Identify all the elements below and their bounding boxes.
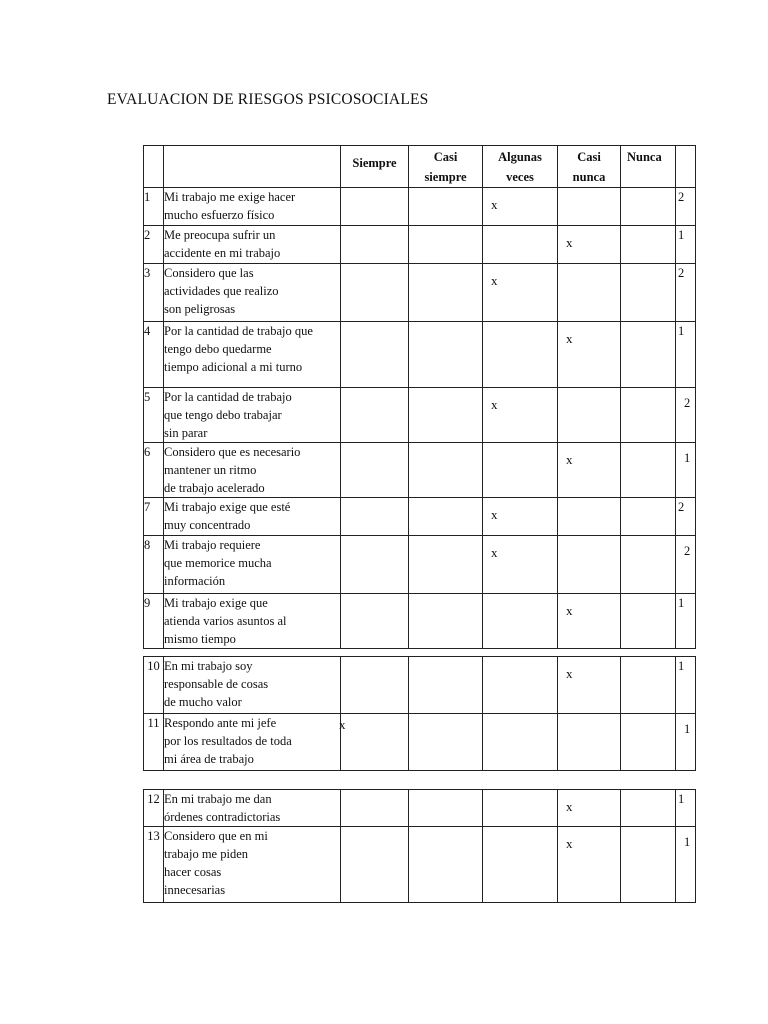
answer-cell-algunas [483,188,558,226]
answer-cell-algunas [483,388,558,443]
score-cell [676,594,696,649]
score-value: 2 [684,396,691,410]
answer-mark: x [491,397,498,412]
question-line: tiempo adicional a mi turno [164,360,303,374]
answer-mark: x [566,603,573,618]
question-line: Mi trabajo me exige hacer [164,190,296,204]
answer-cell-casi-nunca [558,714,621,771]
answer-mark: x [491,197,498,212]
answer-cell-casi-siempre [409,264,483,322]
answer-cell-algunas [483,714,558,771]
question-text [164,827,341,903]
question-line: mismo tiempo [164,632,236,646]
question-line: de trabajo acelerado [164,481,265,495]
answer-cell-nunca [621,827,676,903]
answer-mark: x [566,452,573,467]
question-text [164,657,341,714]
answer-cell-siempre [341,790,409,827]
header-casi-siempre: Casi siempre [409,146,483,188]
table-row [144,188,696,226]
question-line: Mi trabajo exige que [164,596,268,610]
answer-cell-nunca [621,226,676,264]
answer-cell-nunca [621,388,676,443]
answer-cell-siempre [341,226,409,264]
table-row [144,657,696,714]
answer-cell-casi-siempre [409,827,483,903]
answer-cell-casi-siempre [409,536,483,594]
answer-cell-algunas [483,657,558,714]
score-cell [676,388,696,443]
answer-cell-siempre [341,443,409,498]
question-line: Considero que en mi [164,829,268,843]
table-row [144,388,696,443]
question-line: En mi trabajo soy [164,659,253,673]
score-cell [676,827,696,903]
score-cell [676,657,696,714]
answer-cell-siempre [341,594,409,649]
answer-cell-nunca [621,322,676,388]
answer-cell-casi-nunca [558,226,621,264]
question-text [164,790,341,827]
score-cell [676,790,696,827]
answer-cell-nunca [621,536,676,594]
row-number: 12 [144,790,164,827]
answer-cell-siempre [341,714,409,771]
row-number: 10 [144,657,164,714]
score-value: 1 [678,228,685,242]
answer-cell-casi-siempre [409,226,483,264]
question-line: información [164,574,226,588]
question-line: Mi trabajo exige que esté [164,500,291,514]
header-num-cell [144,146,164,188]
question-line: tengo debo quedarme [164,342,272,356]
question-line: de mucho valor [164,695,242,709]
answer-cell-siempre [341,188,409,226]
answer-cell-nunca [621,790,676,827]
question-line: son peligrosas [164,302,236,316]
answer-cell-nunca [621,498,676,536]
question-line: Me preocupa sufrir un [164,228,276,242]
answer-cell-algunas [483,594,558,649]
question-text [164,498,341,536]
evaluation-table-2 [143,656,696,771]
header-nunca: Nunca [621,146,676,188]
answer-cell-casi-nunca [558,498,621,536]
row-number: 6 [144,443,164,498]
answer-cell-casi-siempre [409,188,483,226]
score-value: 2 [684,544,691,558]
score-cell [676,443,696,498]
answer-cell-casi-siempre [409,714,483,771]
answer-mark: x [491,507,498,522]
score-value: 2 [678,190,685,204]
answer-cell-casi-nunca [558,536,621,594]
header-siempre: Siempre [341,146,409,188]
evaluation-table-1 [143,145,696,649]
answer-cell-algunas [483,536,558,594]
row-number: 8 [144,536,164,594]
answer-cell-casi-nunca [558,594,621,649]
table-row [144,322,696,388]
table-row [144,264,696,322]
answer-cell-nunca [621,714,676,771]
score-value: 1 [678,792,685,806]
score-value: 1 [684,835,691,849]
row-number: 3 [144,264,164,322]
question-line: mantener un ritmo [164,463,257,477]
row-number: 11 [144,714,164,771]
row-number: 9 [144,594,164,649]
answer-cell-siempre [341,657,409,714]
answer-cell-casi-siempre [409,790,483,827]
score-cell [676,536,696,594]
answer-cell-siempre [341,322,409,388]
table-row [144,498,696,536]
evaluation-table-3 [143,789,696,903]
answer-cell-casi-nunca [558,188,621,226]
header-score-cell [676,146,696,188]
answer-mark: x [339,717,346,732]
row-number: 2 [144,226,164,264]
answer-cell-algunas [483,790,558,827]
question-line: muy concentrado [164,518,251,532]
table-row [144,827,696,903]
answer-cell-casi-nunca [558,790,621,827]
question-line: Respondo ante mi jefe [164,716,277,730]
question-line: En mi trabajo me dan [164,792,272,806]
answer-cell-casi-siempre [409,657,483,714]
score-value: 2 [678,266,685,280]
score-cell [676,322,696,388]
question-text [164,714,341,771]
answer-cell-casi-siempre [409,443,483,498]
header-casi-nunca: Casi nunca [558,146,621,188]
row-number: 1 [144,188,164,226]
answer-cell-algunas [483,498,558,536]
score-cell [676,714,696,771]
answer-cell-algunas [483,264,558,322]
score-value: 2 [678,500,685,514]
answer-mark: x [566,331,573,346]
question-text [164,594,341,649]
row-number: 13 [144,827,164,903]
question-line: mucho esfuerzo físico [164,208,275,222]
answer-cell-nunca [621,657,676,714]
answer-cell-casi-nunca [558,388,621,443]
answer-mark: x [491,273,498,288]
question-line: responsable de cosas [164,677,269,691]
table-row [144,536,696,594]
header-question-cell [164,146,341,188]
question-text [164,388,341,443]
answer-cell-casi-siempre [409,322,483,388]
answer-mark: x [566,799,573,814]
question-line: innecesarias [164,883,226,897]
answer-cell-casi-siempre [409,388,483,443]
question-text [164,322,341,388]
score-value: 1 [678,324,685,338]
question-line: sin parar [164,426,208,440]
page-title: EVALUACION DE RIESGOS PSICOSOCIALES [107,91,429,108]
question-text [164,264,341,322]
score-value: 1 [678,659,685,673]
question-text [164,226,341,264]
answer-mark: x [491,545,498,560]
answer-cell-nunca [621,594,676,649]
answer-cell-nunca [621,264,676,322]
answer-cell-algunas [483,226,558,264]
row-number: 7 [144,498,164,536]
answer-mark: x [566,836,573,851]
score-value: 1 [684,722,691,736]
answer-cell-casi-nunca [558,827,621,903]
score-value: 1 [684,451,691,465]
question-text [164,188,341,226]
question-line: por los resultados de toda [164,734,292,748]
answer-cell-nunca [621,188,676,226]
question-line: hacer cosas [164,865,222,879]
question-line: que memorice mucha [164,556,272,570]
row-number: 5 [144,388,164,443]
table-row [144,594,696,649]
header-algunas-veces: Algunas veces [483,146,558,188]
answer-cell-algunas [483,322,558,388]
score-cell [676,498,696,536]
answer-cell-casi-siempre [409,498,483,536]
question-line: Considero que es necesario [164,445,301,459]
question-line: órdenes contradictorias [164,810,281,824]
score-cell [676,188,696,226]
answer-cell-siempre [341,498,409,536]
answer-cell-casi-nunca [558,322,621,388]
header-row [144,146,696,188]
answer-cell-casi-siempre [409,594,483,649]
table-row [144,790,696,827]
table-row [144,226,696,264]
answer-cell-siempre [341,264,409,322]
score-cell [676,226,696,264]
question-line: trabajo me piden [164,847,248,861]
question-line: accidente en mi trabajo [164,246,281,260]
score-cell [676,264,696,322]
question-line: Por la cantidad de trabajo que [164,324,313,338]
question-line: Considero que las [164,266,254,280]
question-text [164,536,341,594]
answer-cell-siempre [341,827,409,903]
table-row [144,443,696,498]
table-row [144,714,696,771]
question-line: que tengo debo trabajar [164,408,282,422]
question-text [164,443,341,498]
question-line: mi área de trabajo [164,752,254,766]
answer-cell-nunca [621,443,676,498]
question-line: actividades que realizo [164,284,279,298]
answer-cell-casi-nunca [558,657,621,714]
row-number: 4 [144,322,164,388]
answer-mark: x [566,235,573,250]
answer-cell-casi-nunca [558,264,621,322]
answer-cell-siempre [341,536,409,594]
question-line: atienda varios asuntos al [164,614,287,628]
answer-cell-casi-nunca [558,443,621,498]
answer-cell-algunas [483,443,558,498]
question-line: Por la cantidad de trabajo [164,390,292,404]
answer-cell-algunas [483,827,558,903]
score-value: 1 [678,596,685,610]
answer-cell-siempre [341,388,409,443]
question-line: Mi trabajo requiere [164,538,261,552]
answer-mark: x [566,666,573,681]
